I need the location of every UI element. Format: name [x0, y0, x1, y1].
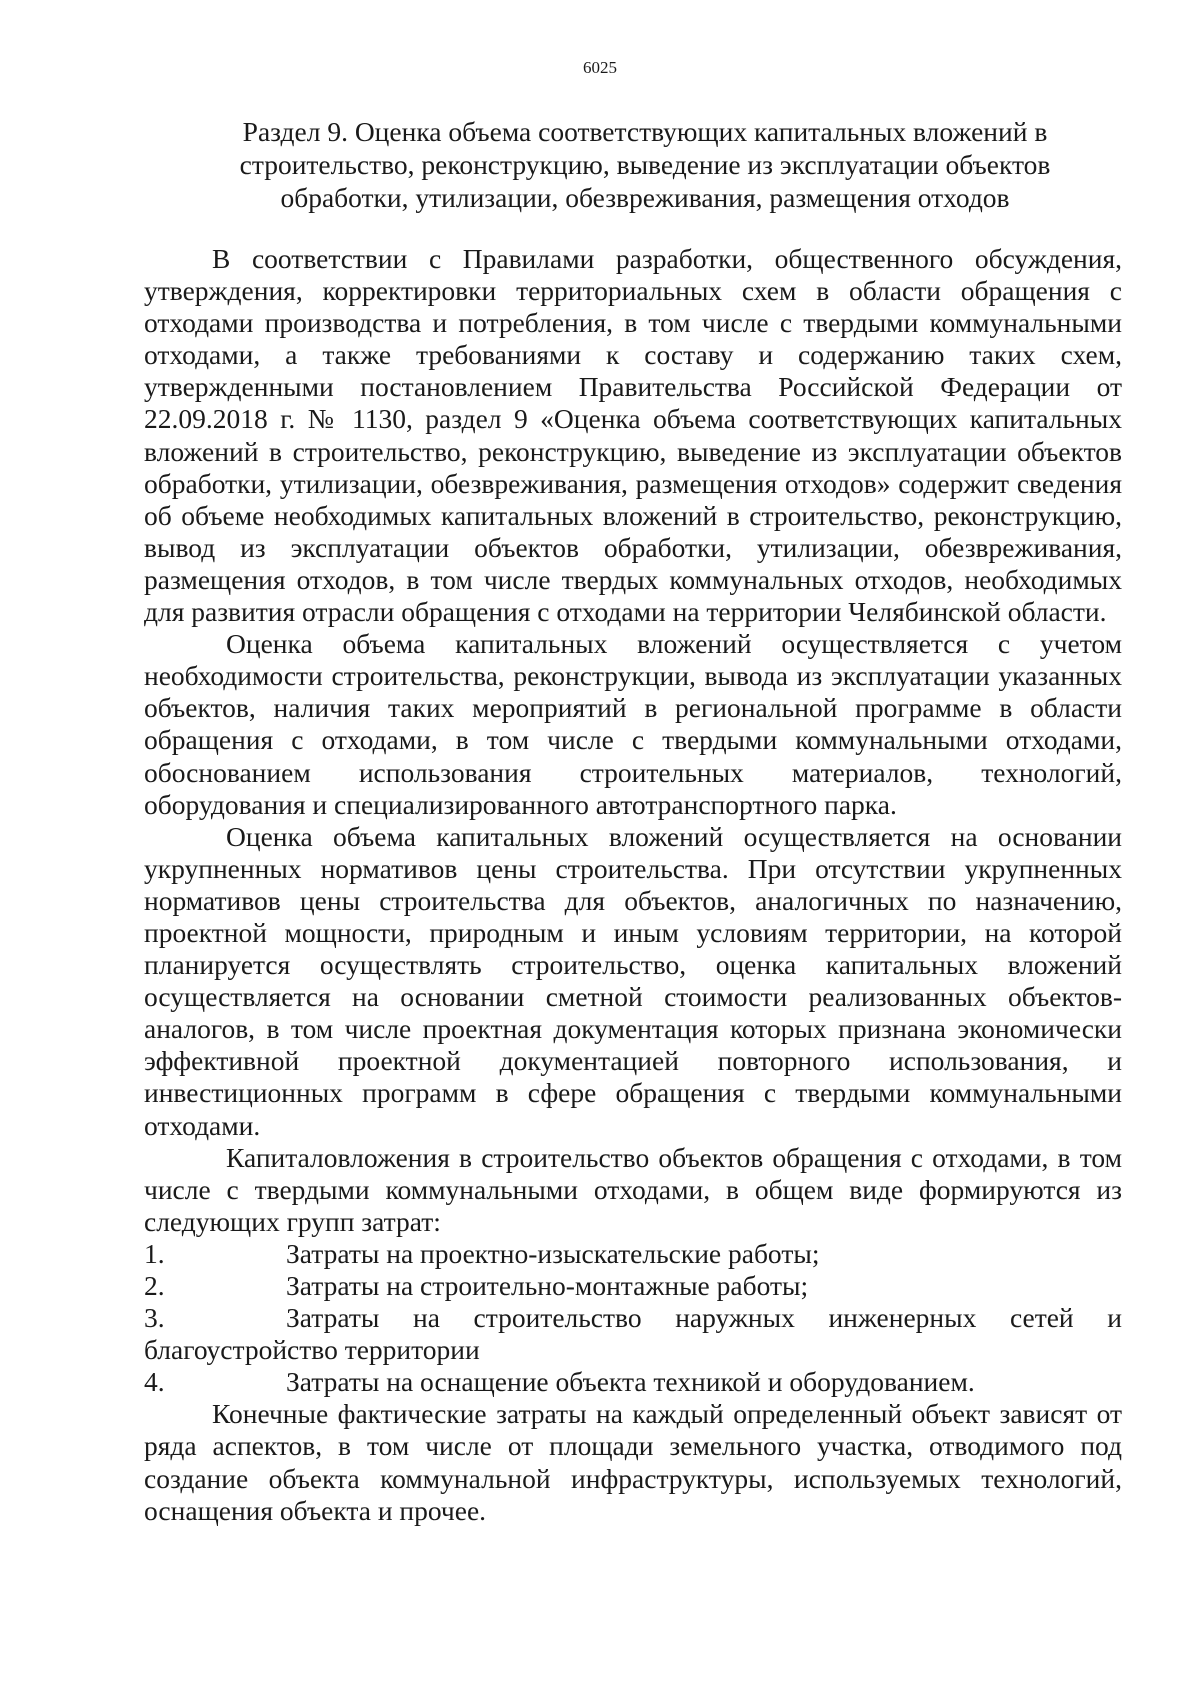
cost-groups-list	[144, 1238, 1122, 1398]
list-item-text: Затраты на строительно-монтажные работы;	[286, 1270, 809, 1301]
list-item-number: 1.	[144, 1237, 165, 1269]
list-item	[144, 1270, 1122, 1302]
body-text	[144, 243, 1122, 1527]
list-item	[144, 1238, 1122, 1270]
paragraph: Капиталовложения в строительство объектов обращения с отходами, в том числе с твердыми коммунальными отходами, в общем виде формируются из следующих групп затрат:	[144, 1141, 1122, 1237]
list-item-text: Затраты на оснащение объекта техникой и оборудованием.	[286, 1366, 975, 1398]
section-title	[205, 115, 1085, 214]
list-item-text: Затраты на проектно-изыскательские работы;	[286, 1237, 820, 1269]
section-title-line: строительство, реконструкцию, выведение из эксплуатации объектов	[239, 149, 1051, 180]
section-title-line: Раздел 9. Оценка объема соответствующих капитальных вложений в	[242, 116, 1048, 147]
closing-paragraph: Конечные фактические затраты на каждый определенный объект зависят от ряда аспектов, в том числе от площади земельного участка, отводимого под создание объекта коммунальной инфраструктуры, используемых технологий, оснащения объекта и прочее.	[144, 1398, 1122, 1526]
list-item	[144, 1366, 1122, 1398]
list-item	[144, 1302, 1122, 1366]
page-number: 6025	[583, 58, 617, 77]
paragraph: В соответствии с Правилами разработки, общественного обсуждения, утверждения, корректировки территориальных схем в области обращения с отходами производства и потребления, в том числе с твердыми коммунальными отходами, а также требованиями к составу и содержанию таких схем, утвержденными постановлением Правительства Российской Федерации от 22.09.2018 г. № 1130, раздел 9 «Оценка объема соответствующих капитальных вложений в строительство, реконструкцию, выведение из эксплуатации объектов обработки, утилизации, обезвреживания, размещения отходов» содержит сведения об объеме необходимых капитальных вложений в строительство, реконструкцию, вывод из эксплуатации объектов обработки, утилизации, обезвреживания, размещения отходов, в том числе твердых коммунальных отходов, необходимых для развития отрасли обращения с отходами на территории Челябинской области.	[144, 243, 1122, 628]
list-item-number: 3.	[144, 1302, 165, 1334]
list-item-number: 2.	[144, 1270, 165, 1301]
list-item-number: 4.	[144, 1366, 165, 1398]
section-title-line: обработки, утилизации, обезвреживания, размещения отходов	[280, 182, 1010, 213]
paragraph: Оценка объема капитальных вложений осуществляется с учетом необходимости строительства, реконструкции, вывода из эксплуатации указанных объектов, наличия таких мероприятий в региональной программе в области обращения с отходами, в том числе с твердыми коммунальными отходами, обоснованием использования строительных материалов, технологий, оборудования и специализированного автотранспортного парка.	[144, 628, 1122, 820]
paragraph: Оценка объема капитальных вложений осуществляется на основании укрупненных нормативов цены строительства. При отсутствии укрупненных нормативов цены строительства для объектов, аналогичных по назначению, проектной мощности, природным и иным условиям территории, на которой планируется осуществлять строительство, оценка капитальных вложений осуществляется на основании сметной стоимости реализованных объектов-аналогов, в том числе проектная документация которых признана экономически эффективной проектной документацией повторного использования, и инвестиционных программ в сфере обращения с твердыми коммунальными отходами.	[144, 820, 1122, 1141]
list-item-text: Затраты на строительство наружных инженерных сетей и благоустройство территории	[144, 1302, 1122, 1366]
